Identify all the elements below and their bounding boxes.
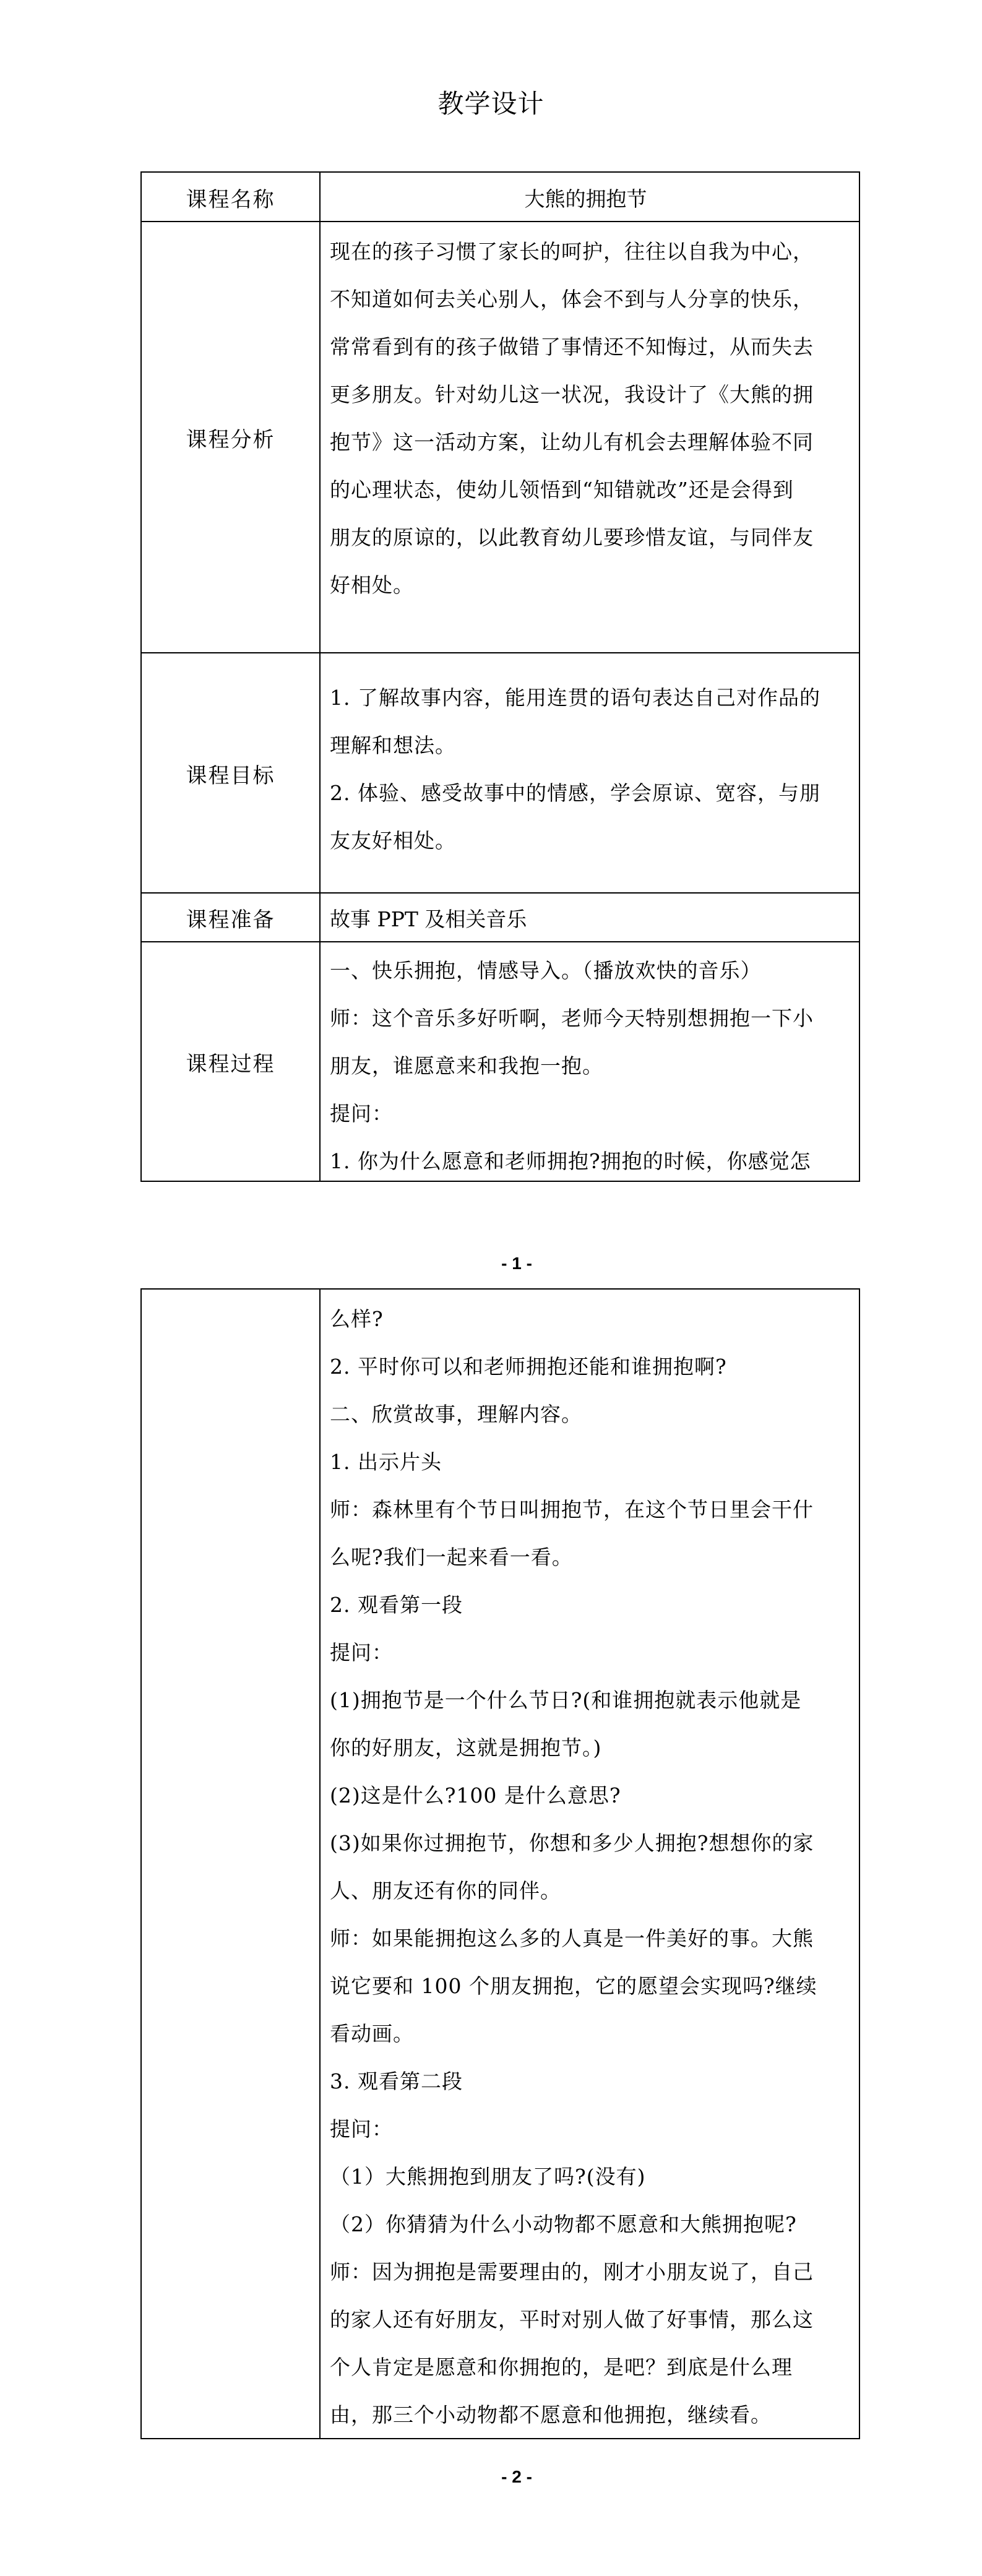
process-line: 2. 平时你可以和老师拥抱还能和谁拥抱啊? bbox=[330, 1355, 727, 1379]
process-line: 看动画。 bbox=[330, 2022, 414, 2046]
label-course-name: 课程名称 bbox=[142, 173, 321, 222]
lesson-plan-table-page-2 bbox=[140, 1288, 860, 2439]
label-course-analysis: 课程分析 bbox=[142, 222, 321, 653]
process-line: 么样? bbox=[330, 1307, 384, 1331]
label-course-process: 课程过程 bbox=[142, 942, 321, 1182]
process-line: 的家人还有好朋友，平时对别人做了好事情，那么这 bbox=[330, 2307, 814, 2332]
value-course-process-page-1 bbox=[321, 942, 859, 1182]
process-line: 一、快乐拥抱，情感导入。（播放欢快的音乐） bbox=[330, 958, 762, 983]
process-line: （1）大熊拥抱到朋友了吗?(没有) bbox=[330, 2165, 646, 2189]
analysis-line: 不知道如何去关心别人，体会不到与人分享的快乐， bbox=[330, 287, 814, 311]
analysis-line: 好相处。 bbox=[330, 573, 414, 597]
analysis-line: 的心理状态，使幼儿领悟到“知错就改”还是会得到 bbox=[330, 478, 794, 502]
label-empty bbox=[142, 1290, 321, 2438]
process-line: 1. 出示片头 bbox=[330, 1450, 442, 1474]
process-line: 2. 观看第一段 bbox=[330, 1593, 463, 1617]
process-line: 人、朋友还有你的同伴。 bbox=[330, 1879, 561, 1903]
analysis-line: 朋友的原谅的，以此教育幼儿要珍惜友谊，与同伴友 bbox=[330, 525, 814, 549]
process-line: 师：森林里有个节日叫拥抱节，在这个节日里会干什 bbox=[330, 1497, 814, 1522]
process-line: (1)拥抱节是一个什么节日?(和谁拥抱就表示他就是 bbox=[330, 1688, 802, 1712]
process-line: (3)如果你过拥抱节，你想和多少人拥抱?想想你的家 bbox=[330, 1831, 814, 1855]
value-course-preparation: 故事 PPT 及相关音乐 bbox=[330, 907, 527, 931]
value-course-name: 大熊的拥抱节 bbox=[524, 186, 647, 211]
process-line: 你的好朋友，这就是拥抱节。) bbox=[330, 1736, 602, 1760]
process-line: 3. 观看第二段 bbox=[330, 2069, 463, 2093]
process-line: 师：因为拥抱是需要理由的，刚才小朋友说了，自己 bbox=[330, 2260, 814, 2284]
row-course-preparation bbox=[142, 892, 859, 942]
process-line: 说它要和 100 个朋友拥抱，它的愿望会实现吗?继续 bbox=[330, 1974, 817, 1998]
page-number-1: - 1 - bbox=[501, 1254, 532, 1273]
objective-line: 1. 了解故事内容，能用连贯的语句表达自己对作品的 bbox=[330, 686, 820, 710]
objective-line: 理解和想法。 bbox=[330, 733, 456, 757]
label-course-preparation: 课程准备 bbox=[142, 894, 321, 942]
process-line: 提问： bbox=[330, 1101, 393, 1126]
process-line: 由，那三个小动物都不愿意和他拥抱，继续看。 bbox=[330, 2403, 772, 2427]
value-course-process-page-2 bbox=[321, 1290, 859, 2438]
analysis-line: 现在的孩子习惯了家长的呵护，往往以自我为中心， bbox=[330, 239, 814, 264]
process-line: 么呢?我们一起来看一看。 bbox=[330, 1545, 573, 1569]
page-number-2: - 2 - bbox=[501, 2467, 532, 2486]
value-course-objectives bbox=[321, 653, 859, 894]
analysis-line: 常常看到有的孩子做错了事情还不知悔过，从而失去 bbox=[330, 335, 814, 359]
process-line: 师：这个音乐多好听啊，老师今天特别想拥抱一下小 bbox=[330, 1006, 814, 1030]
analysis-line: 更多朋友。针对幼儿这一状况，我设计了《大熊的拥 bbox=[330, 382, 814, 407]
process-line: 1. 你为什么愿意和老师拥抱?拥抱的时候，你感觉怎 bbox=[330, 1149, 811, 1173]
process-line: 朋友，谁愿意来和我抱一抱。 bbox=[330, 1054, 603, 1078]
row-course-process-continued bbox=[142, 1290, 859, 2438]
lesson-plan-table-page-1 bbox=[140, 171, 860, 1182]
row-course-analysis bbox=[142, 221, 859, 653]
process-line: 提问： bbox=[330, 1640, 393, 1665]
process-line: （2）你猜猜为什么小动物都不愿意和大熊拥抱呢? bbox=[330, 2212, 797, 2236]
analysis-line: 抱节》这一活动方案，让幼儿有机会去理解体验不同 bbox=[330, 430, 814, 454]
process-line: 个人肯定是愿意和你拥抱的，是吧？到底是什么理 bbox=[330, 2355, 793, 2379]
row-course-name bbox=[142, 173, 859, 222]
document-title: 教学设计 bbox=[437, 88, 545, 119]
process-line: 提问： bbox=[330, 2117, 393, 2141]
process-line: 师：如果能拥抱这么多的人真是一件美好的事。大熊 bbox=[330, 1926, 814, 1950]
row-course-process bbox=[142, 941, 859, 1182]
objective-line: 2. 体验、感受故事中的情感，学会原谅、宽容，与朋 bbox=[330, 781, 820, 805]
label-course-objectives: 课程目标 bbox=[142, 653, 321, 894]
objective-line: 友友好相处。 bbox=[330, 829, 456, 853]
value-course-analysis bbox=[321, 222, 859, 653]
row-course-objectives bbox=[142, 652, 859, 894]
process-line: (2)这是什么?100 是什么意思? bbox=[330, 1783, 621, 1807]
process-line: 二、欣赏故事，理解内容。 bbox=[330, 1402, 582, 1426]
